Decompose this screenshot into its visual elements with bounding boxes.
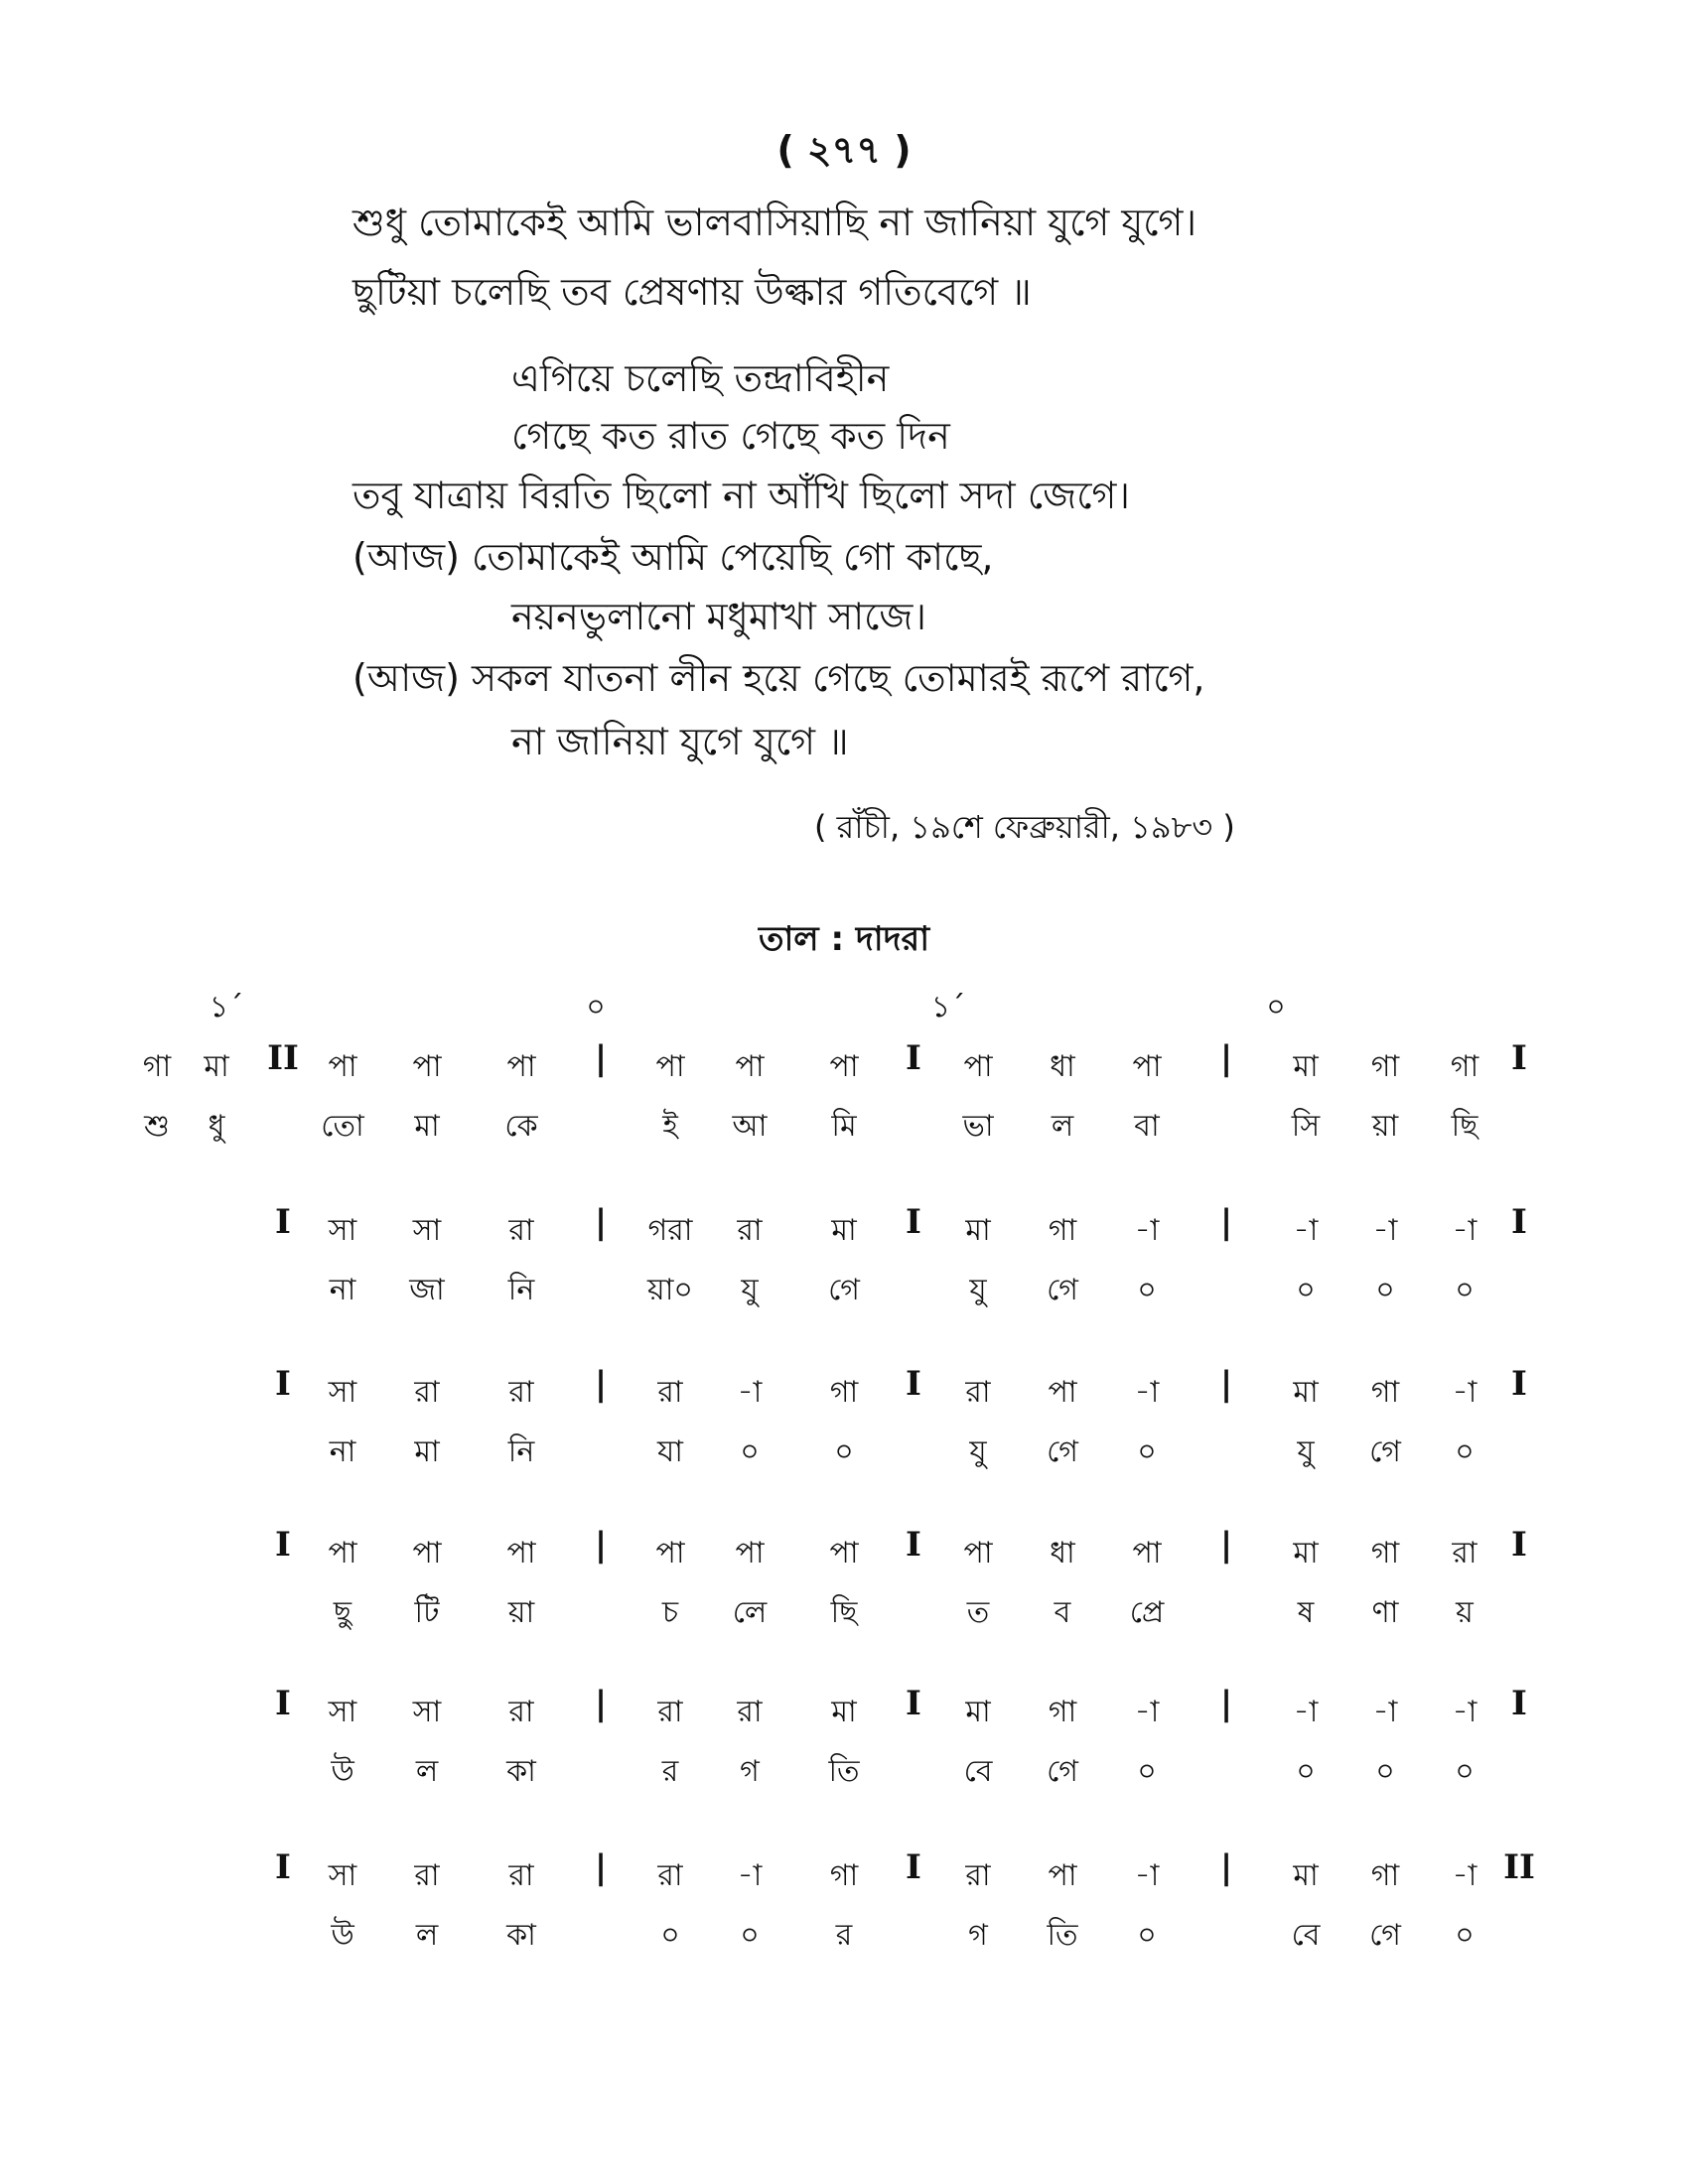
- swara-note: রা: [965, 1858, 991, 1893]
- swara-note: -া: [1134, 1375, 1160, 1410]
- swara-note: পা: [1048, 1858, 1077, 1893]
- lyric-syllable: উ: [331, 1754, 354, 1789]
- swara-note: পা: [655, 1536, 685, 1570]
- lyric-syllable: যু: [969, 1273, 987, 1307]
- swara-note: -া: [1293, 1695, 1319, 1729]
- swara-note: পা: [829, 1049, 859, 1084]
- lyric-syllable: বা: [1134, 1109, 1160, 1144]
- barline: I: [906, 1364, 921, 1404]
- swara-note: পা: [735, 1536, 765, 1570]
- lyric-syllable: নি: [507, 1434, 535, 1469]
- swara-note: মা: [831, 1213, 857, 1248]
- swara-note: গা: [829, 1858, 859, 1893]
- lyric-syllable: যু: [1297, 1434, 1315, 1469]
- lyric-syllable: ই: [662, 1109, 678, 1144]
- intro-swara: মা: [204, 1049, 229, 1084]
- lyric-syllable: ছি: [830, 1595, 858, 1630]
- swara-note: রা: [965, 1375, 991, 1410]
- intro-swara: গা: [142, 1049, 172, 1084]
- swara-note: রা: [657, 1858, 683, 1893]
- open-barline: I: [275, 1202, 291, 1242]
- swara-note: মা: [965, 1213, 991, 1248]
- lyric-syllable: ত: [966, 1595, 990, 1630]
- swara-note: -া: [1452, 1858, 1477, 1893]
- beat-marker: ১´: [930, 990, 966, 1024]
- lyric-line-7: নয়নভুলানো মধুমাখা সাজে।: [511, 595, 926, 638]
- swara-note: গা: [1048, 1695, 1077, 1729]
- lyric-syllable: ০: [1375, 1273, 1395, 1307]
- swara-note: গা: [1370, 1536, 1400, 1570]
- tala-label: তাল : দাদরা: [758, 919, 930, 959]
- lyric-syllable: গে: [1047, 1434, 1078, 1469]
- swara-note: পা: [1132, 1049, 1162, 1084]
- swara-note: পা: [655, 1049, 685, 1084]
- lyric-syllable: মা: [414, 1434, 440, 1469]
- lyric-syllable: ০: [1137, 1434, 1157, 1469]
- lyric-syllable: ভা: [962, 1109, 994, 1144]
- intro-lyric: ধু: [208, 1109, 225, 1144]
- barline: |: [594, 1525, 608, 1565]
- lyric-line-4: গেছে কত রাত গেছে কত দিন: [511, 414, 950, 458]
- swara-note: ধা: [1050, 1049, 1075, 1084]
- lyric-syllable: বে: [963, 1754, 993, 1789]
- swara-note: সা: [328, 1858, 357, 1893]
- lyric-syllable: লে: [732, 1595, 768, 1630]
- beat-marker: ০: [1266, 990, 1286, 1024]
- lyric-syllable: প্রে: [1129, 1595, 1165, 1630]
- lyric-syllable: য়া: [1371, 1109, 1399, 1144]
- swara-note: ধা: [1050, 1536, 1075, 1570]
- swara-note: মা: [965, 1695, 991, 1729]
- lyric-line-5: তবু যাত্রায় বিরতি ছিলো না আঁখি ছিলো সদা জেগে।: [352, 474, 1130, 517]
- lyric-syllable: র: [835, 1918, 853, 1953]
- lyric-syllable: গে: [1047, 1754, 1078, 1789]
- lyric-syllable: তো: [321, 1109, 364, 1144]
- swara-note: রা: [414, 1375, 440, 1410]
- lyric-syllable: টি: [414, 1595, 440, 1630]
- swara-note: পা: [506, 1049, 536, 1084]
- swara-note: -া: [1452, 1375, 1477, 1410]
- swara-note: পা: [328, 1049, 357, 1084]
- lyric-line-3: এগিয়ে চলেছি তন্দ্রাবিহীন: [511, 356, 890, 400]
- swara-note: সা: [412, 1213, 442, 1248]
- barline: |: [594, 1364, 608, 1404]
- swara-note: -া: [1452, 1695, 1477, 1729]
- barline: I: [1511, 1525, 1527, 1565]
- barline: I: [906, 1525, 921, 1565]
- swara-note: রা: [508, 1213, 534, 1248]
- swara-note: মা: [1293, 1375, 1319, 1410]
- lyric-syllable: ০: [740, 1918, 760, 1953]
- swara-note: পা: [412, 1049, 442, 1084]
- lyric-syllable: চ: [661, 1595, 679, 1630]
- lyric-syllable: কে: [504, 1109, 538, 1144]
- barline: I: [1511, 1038, 1527, 1078]
- swara-note: -া: [1293, 1213, 1319, 1248]
- lyric-syllable: তি: [1047, 1918, 1078, 1953]
- open-barline: II: [267, 1038, 299, 1078]
- lyric-syllable: ল: [415, 1754, 439, 1789]
- swara-note: পা: [412, 1536, 442, 1570]
- open-barline: I: [275, 1847, 291, 1887]
- lyric-syllable: ০: [1455, 1434, 1475, 1469]
- open-barline: I: [275, 1525, 291, 1565]
- swara-note: রা: [737, 1695, 763, 1729]
- swara-note: রা: [657, 1375, 683, 1410]
- lyric-syllable: ০: [1455, 1273, 1475, 1307]
- lyric-syllable: মি: [831, 1109, 857, 1144]
- lyric-syllable: ল: [415, 1918, 439, 1953]
- swara-note: পা: [1132, 1536, 1162, 1570]
- swara-note: গা: [829, 1375, 859, 1410]
- swara-note: গা: [1370, 1858, 1400, 1893]
- swara-note: সা: [328, 1695, 357, 1729]
- swara-note: -া: [1134, 1213, 1160, 1248]
- swara-note: গা: [1048, 1213, 1077, 1248]
- lyric-syllable: কা: [506, 1918, 536, 1953]
- swara-note: রা: [508, 1695, 534, 1729]
- swara-note: -া: [1372, 1213, 1398, 1248]
- barline: I: [1511, 1364, 1527, 1404]
- barline: I: [906, 1202, 921, 1242]
- swara-note: পা: [1048, 1375, 1077, 1410]
- barline: |: [1219, 1038, 1233, 1078]
- lyric-syllable: গ: [740, 1754, 760, 1789]
- lyric-line-9: না জানিয়া যুগে যুগে ॥: [511, 720, 849, 763]
- barline: |: [1219, 1364, 1233, 1404]
- lyric-syllable: যা: [657, 1434, 683, 1469]
- lyric-syllable: মা: [414, 1109, 440, 1144]
- barline: I: [1511, 1684, 1527, 1723]
- lyric-syllable: ছু: [333, 1595, 352, 1630]
- swara-note: মা: [1293, 1858, 1319, 1893]
- date-line: ( রাঁচী, ১৯শে ফেব্রুয়ারী, ১৯৮৩ ): [814, 808, 1235, 846]
- swara-note: সা: [328, 1375, 357, 1410]
- swara-note: রা: [657, 1695, 683, 1729]
- barline: I: [1511, 1202, 1527, 1242]
- swara-note: রা: [414, 1858, 440, 1893]
- swara-note: গা: [1370, 1375, 1400, 1410]
- lyric-syllable: ণা: [1371, 1595, 1399, 1630]
- barline: |: [594, 1202, 608, 1242]
- lyric-syllable: নি: [507, 1273, 535, 1307]
- lyric-syllable: না: [329, 1273, 356, 1307]
- barline: |: [594, 1038, 608, 1078]
- beat-marker: ০: [586, 990, 606, 1024]
- lyric-syllable: গে: [828, 1273, 860, 1307]
- lyric-syllable: ষ: [1297, 1595, 1315, 1630]
- swara-note: গরা: [647, 1213, 693, 1248]
- swara-note: -া: [1134, 1695, 1160, 1729]
- beat-marker: ১´: [209, 990, 244, 1024]
- lyric-syllable: গে: [1047, 1273, 1078, 1307]
- barline: |: [1219, 1202, 1233, 1242]
- lyric-syllable: গ: [968, 1918, 988, 1953]
- lyric-line-1: শুধু তোমাকেই আমি ভালবাসিয়াছি না জানিয়া যুগে যুগে।: [352, 201, 1197, 244]
- barline: |: [1219, 1525, 1233, 1565]
- lyric-syllable: ০: [1455, 1918, 1475, 1953]
- page-number: ( ২৭৭ ): [776, 128, 912, 172]
- barline: I: [906, 1847, 921, 1887]
- lyric-syllable: ০: [1296, 1273, 1316, 1307]
- swara-note: -া: [1372, 1695, 1398, 1729]
- barline: II: [1503, 1847, 1535, 1887]
- lyric-syllable: ০: [740, 1434, 760, 1469]
- swara-note: -া: [737, 1858, 763, 1893]
- intro-lyric: শু: [144, 1109, 170, 1144]
- lyric-syllable: ০: [1137, 1754, 1157, 1789]
- swara-note: সা: [328, 1213, 357, 1248]
- swara-note: -া: [737, 1375, 763, 1410]
- barline: |: [594, 1684, 608, 1723]
- swara-note: পা: [963, 1536, 993, 1570]
- swara-note: রা: [1452, 1536, 1477, 1570]
- lyric-syllable: ০: [1455, 1754, 1475, 1789]
- swara-note: -া: [1452, 1213, 1477, 1248]
- lyric-syllable: জা: [409, 1273, 445, 1307]
- barline: I: [906, 1684, 921, 1723]
- swara-note: মা: [1293, 1049, 1319, 1084]
- lyric-syllable: ০: [1296, 1754, 1316, 1789]
- swara-note: পা: [829, 1536, 859, 1570]
- lyric-syllable: য়া: [507, 1595, 535, 1630]
- lyric-syllable: তি: [828, 1754, 860, 1789]
- lyric-line-6: (আজ) তোমাকেই আমি পেয়েছি গো কাছে,: [352, 535, 994, 579]
- swara-note: গা: [1370, 1049, 1400, 1084]
- lyric-syllable: ০: [834, 1434, 854, 1469]
- lyric-syllable: ০: [660, 1918, 680, 1953]
- lyric-syllable: কা: [506, 1754, 536, 1789]
- lyric-syllable: যু: [969, 1434, 987, 1469]
- swara-note: পা: [963, 1049, 993, 1084]
- swara-note: রা: [508, 1375, 534, 1410]
- swara-note: সা: [412, 1695, 442, 1729]
- swara-note: পা: [735, 1049, 765, 1084]
- lyric-syllable: য়া০: [647, 1273, 693, 1307]
- swara-note: রা: [508, 1858, 534, 1893]
- lyric-line-8: (আজ) সকল যাতনা লীন হয়ে গেছে তোমারই রূপে রাগে,: [352, 656, 1205, 700]
- swara-note: মা: [1293, 1536, 1319, 1570]
- lyric-syllable: উ: [331, 1918, 354, 1953]
- lyric-line-2: ছুটিয়া চলেছি তব প্রেষণায় উল্কার গতিবেগে ॥: [352, 270, 1032, 314]
- lyric-syllable: বে: [1291, 1918, 1321, 1953]
- lyric-syllable: আ: [732, 1109, 768, 1144]
- lyric-syllable: ০: [1137, 1273, 1157, 1307]
- swara-note: পা: [328, 1536, 357, 1570]
- barline: |: [1219, 1847, 1233, 1887]
- lyric-syllable: ল: [1051, 1109, 1074, 1144]
- lyric-syllable: য়: [1456, 1595, 1474, 1630]
- swara-note: মা: [831, 1695, 857, 1729]
- lyric-syllable: না: [329, 1434, 356, 1469]
- swara-note: রা: [737, 1213, 763, 1248]
- lyric-syllable: গে: [1369, 1918, 1401, 1953]
- lyric-syllable: ০: [1375, 1754, 1395, 1789]
- swara-note: গা: [1450, 1049, 1479, 1084]
- barline: |: [594, 1847, 608, 1887]
- barline: I: [906, 1038, 921, 1078]
- swara-note: পা: [506, 1536, 536, 1570]
- open-barline: I: [275, 1364, 291, 1404]
- barline: |: [1219, 1684, 1233, 1723]
- lyric-syllable: ব: [1054, 1595, 1071, 1630]
- lyric-syllable: র: [661, 1754, 679, 1789]
- lyric-syllable: সি: [1291, 1109, 1321, 1144]
- lyric-syllable: ছি: [1451, 1109, 1478, 1144]
- lyric-syllable: ০: [1137, 1918, 1157, 1953]
- open-barline: I: [275, 1684, 291, 1723]
- lyric-syllable: গে: [1369, 1434, 1401, 1469]
- lyric-syllable: যু: [741, 1273, 759, 1307]
- swara-note: -া: [1134, 1858, 1160, 1893]
